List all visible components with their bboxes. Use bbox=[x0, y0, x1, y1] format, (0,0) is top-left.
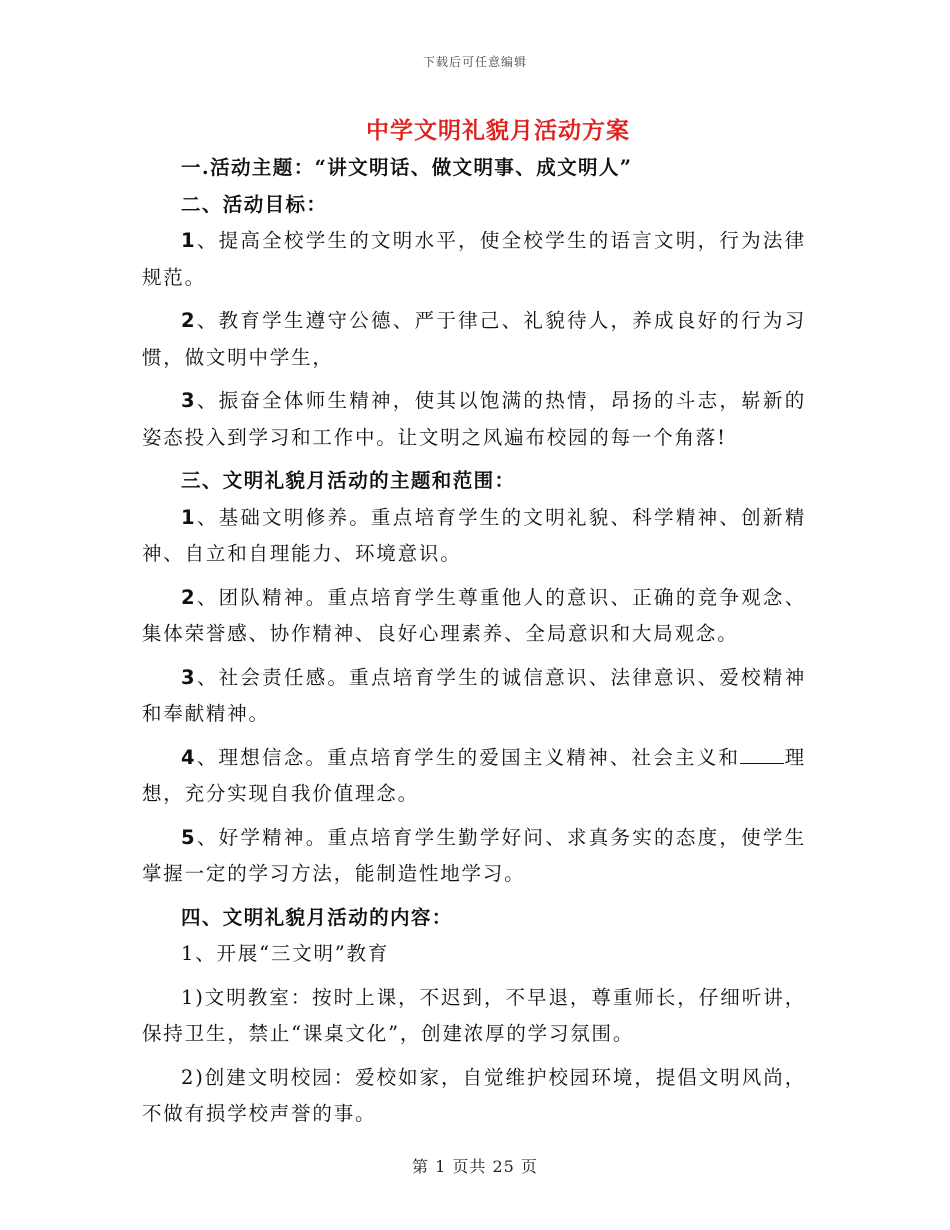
scope-item-5 bbox=[142, 820, 806, 893]
goal-item-2 bbox=[142, 303, 806, 376]
item-text: 、教育学生遵守公德、严于律己、礼貌待人，养成良好的行为习惯，做文明中学生， bbox=[142, 309, 806, 369]
item-number: 3 bbox=[181, 665, 197, 689]
item-number: 1 bbox=[181, 229, 197, 252]
item-number: 3 bbox=[181, 389, 197, 412]
goal-item-3 bbox=[142, 383, 806, 456]
header-note: 下载后可任意编辑 bbox=[422, 55, 527, 69]
item-number: 4 bbox=[181, 745, 197, 769]
scope-item-4 bbox=[142, 740, 806, 813]
document-title: 中学文明礼貌月活动方案 bbox=[366, 117, 630, 144]
item-number: 2 bbox=[181, 585, 197, 609]
section-heading-scope: 三、文明礼貌月活动的主题和范围： bbox=[181, 469, 516, 492]
item-text: 、团队精神。重点培育学生尊重他人的意识、正确的竞争观念、集体荣誉感、协作精神、良好心理素养、全局意识和大局观念。 bbox=[142, 585, 806, 645]
section-heading-content: 四、文明礼貌月活动的内容： bbox=[181, 905, 453, 929]
item-text: 、理想信念。重点培育学生的爱国主义精神、社会主义和 bbox=[196, 745, 741, 769]
item-text: 、基础文明修养。重点培育学生的文明礼貌、科学精神、创新精神、自立和自理能力、环境意识。 bbox=[142, 505, 806, 565]
content-subitem-1: 1)文明教室：按时上课，不迟到，不早退，尊重师长，仔细听讲，保持卫生，禁止“课桌文化”，创建浓厚的学习氛围。 bbox=[142, 985, 806, 1045]
content-subitem-2: 2)创建文明校园：爱校如家，自觉维护校园环境，提倡文明风尚，不做有损学校声誉的事。 bbox=[142, 1065, 806, 1125]
scope-item-2 bbox=[142, 580, 806, 653]
item-text-after-blank: 理想，充分实现自我价值理念。 bbox=[142, 745, 806, 805]
section-heading-goals: 二、活动目标： bbox=[181, 192, 328, 216]
scope-item-1 bbox=[142, 500, 806, 573]
item-text: 、提高全校学生的文明水平，使全校学生的语言文明，行为法律规范。 bbox=[142, 229, 806, 289]
item-number: 5 bbox=[181, 825, 197, 849]
item-text: 、振奋全体师生精神，使其以饱满的热情，昂扬的斗志，崭新的姿态投入到学习和工作中。让文明之风遍布校园的每一个角落! bbox=[142, 389, 806, 449]
item-text: 、好学精神。重点培育学生勤学好问、求真务实的态度，使学生掌握一定的学习方法，能制造性地学习。 bbox=[142, 825, 806, 885]
section-heading-theme: 一.活动主题：“讲文明话、做文明事、成文明人” bbox=[181, 156, 633, 179]
item-text: 、社会责任感。重点培育学生的诚信意识、法律意识、爱校精神和奉献精神。 bbox=[142, 665, 806, 725]
item-number: 2 bbox=[181, 309, 197, 332]
goal-item-1 bbox=[142, 223, 806, 296]
item-number: 1 bbox=[181, 505, 197, 529]
fill-in-blank bbox=[740, 745, 784, 764]
content-item-1: 1、开展“三文明”教育 bbox=[181, 942, 390, 965]
page-number: 第 1 页共 25 页 bbox=[412, 1157, 538, 1176]
document-body bbox=[142, 150, 806, 1140]
scope-item-3 bbox=[142, 660, 806, 733]
